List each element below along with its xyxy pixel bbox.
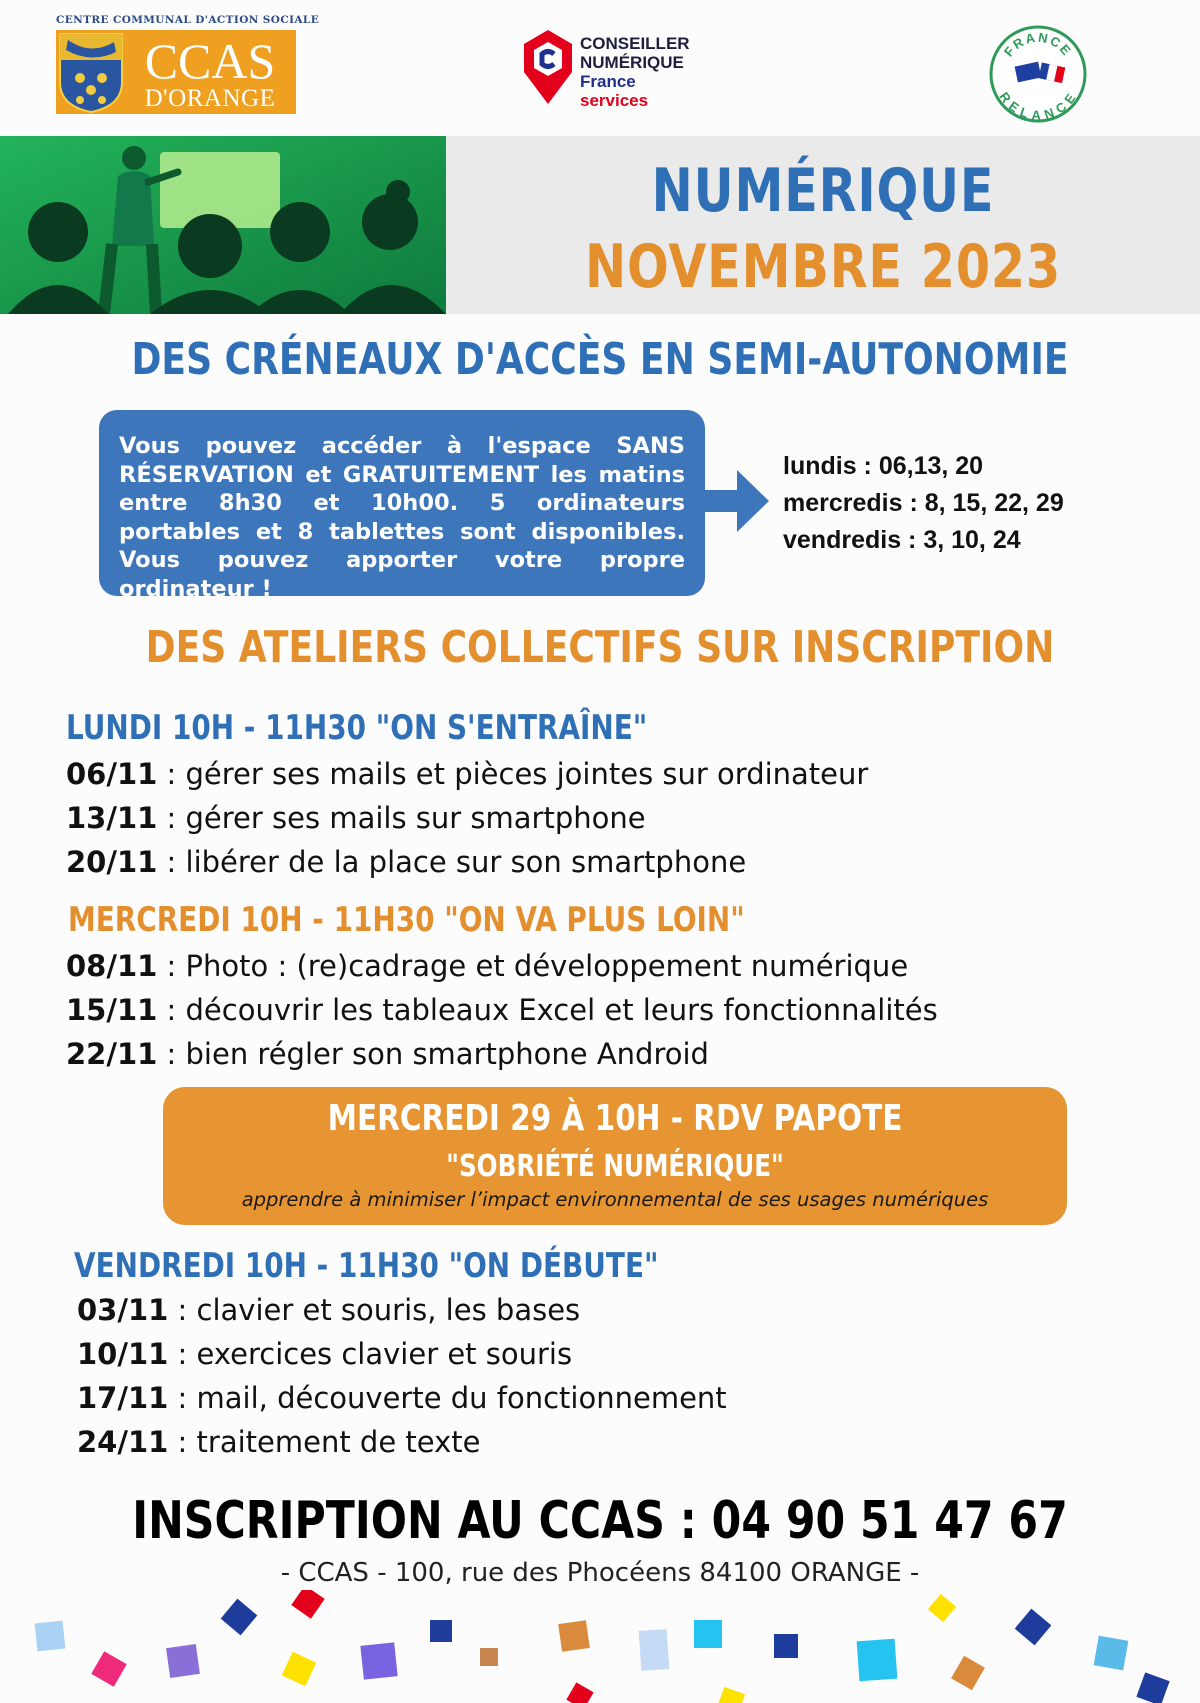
address: - CCAS - 100, rue des Phocéens 84100 ORANGE - [280,1558,920,1588]
conseiller-numerique-logo [518,26,718,112]
page-subtitle: NOVEMBRE 2023 [584,232,1062,302]
session-text: : clavier et souris, les bases [168,1293,581,1327]
cn-line-1: CONSEILLER [580,34,690,53]
page-title: NUMÉRIQUE [651,156,995,226]
session-item [66,1032,938,1076]
session-text: : exercices clavier et souris [168,1337,573,1371]
session-item [77,1288,727,1332]
session-date: 22/11 [66,1037,158,1071]
session-text: : bien régler son smartphone Android [157,1037,709,1071]
info-description: Vous pouvez accéder à l'espace SANS RÉSERVATION et GRATUITEMENT les matins entre 8h30 et 10h00. 5 ordinateurs portables et 8 tablettes sont disponibles. Vous pouvez apporter votre propre ordinateur ! [119,433,685,602]
session-text: : gérer ses mails et pièces jointes sur ordinateur [157,757,869,791]
session-list-vendredi [77,1288,727,1464]
map-pin-icon [520,28,576,108]
cn-line-4: services [580,91,649,110]
session-item [66,840,868,884]
session-text: : Photo : (re)cadrage et développement numérique [157,949,909,983]
session-date: 24/11 [77,1425,169,1459]
schedule-row: vendredis : 3, 10, 24 [783,526,1021,554]
schedule-list [783,448,1183,559]
session-item [66,796,868,840]
session-text: : découvrir les tableaux Excel et leurs fonctionnalités [157,993,938,1027]
france-relance-logo [988,24,1088,124]
session-item [77,1376,727,1420]
session-text: : libérer de la place sur son smartphone [157,845,747,879]
group-title-vendredi: VENDREDI 10H - 11H30 "ON DÉBUTE" [74,1246,659,1286]
session-item [77,1420,727,1464]
inscription-phone: INSCRIPTION AU CCAS : 04 90 51 47 67 [132,1491,1068,1551]
info-box [99,410,705,602]
session-text: : gérer ses mails sur smartphone [157,801,646,835]
group-title-lundi: LUNDI 10H - 11H30 "ON S'ENTRAÎNE" [66,708,648,748]
ccas-tagline: CENTRE COMMUNAL D'ACTION SOCIALE [56,14,320,26]
cn-line-2: NUMÉRIQUE [580,53,684,72]
banner-title-block [446,136,1200,314]
session-item [77,1332,727,1376]
session-date: 06/11 [66,757,158,791]
session-text: : mail, découverte du fonctionnement [168,1381,727,1415]
arrow-right-icon [705,468,771,534]
schedule-row: lundis : 06,13, 20 [783,452,984,480]
heading-ateliers: DES ATELIERS COLLECTIFS SUR INSCRIPTION [145,622,1055,673]
session-date: 15/11 [66,993,158,1027]
session-date: 17/11 [77,1381,169,1415]
papote-description: apprendre à minimiser l’impact environnemental de ses usages numériques [241,1188,989,1211]
ccas-logo [56,14,320,114]
session-item [66,944,938,988]
session-date: 03/11 [77,1293,169,1327]
confetti-decoration [0,1590,1200,1703]
relance-top-text: FRANCE [1000,29,1076,60]
session-date: 08/11 [66,949,158,983]
session-date: 20/11 [66,845,158,879]
papote-topic: "SOBRIÉTÉ NUMÉRIQUE" [446,1149,784,1184]
banner-illustration [0,136,446,314]
session-list-mercredi [66,944,938,1076]
session-list-lundi [66,752,868,884]
session-item [66,988,938,1032]
heading-creneaux: DES CRÉNEAUX D'ACCÈS EN SEMI-AUTONOMIE [131,334,1069,385]
papote-title: MERCREDI 29 À 10H - RDV PAPOTE [327,1098,903,1139]
papote-banner [163,1087,1067,1225]
session-text: : traitement de texte [168,1425,481,1459]
relance-bottom-text: RELANCE [996,89,1080,123]
session-date: 10/11 [77,1337,169,1371]
ccas-name: CCAS [144,33,276,89]
session-item [66,752,868,796]
cn-line-3: France [580,72,636,91]
group-title-mercredi: MERCREDI 10H - 11H30 "ON VA PLUS LOIN" [68,900,745,940]
ccas-city: D'ORANGE [144,85,276,112]
schedule-row: mercredis : 8, 15, 22, 29 [783,489,1064,517]
session-date: 13/11 [66,801,158,835]
